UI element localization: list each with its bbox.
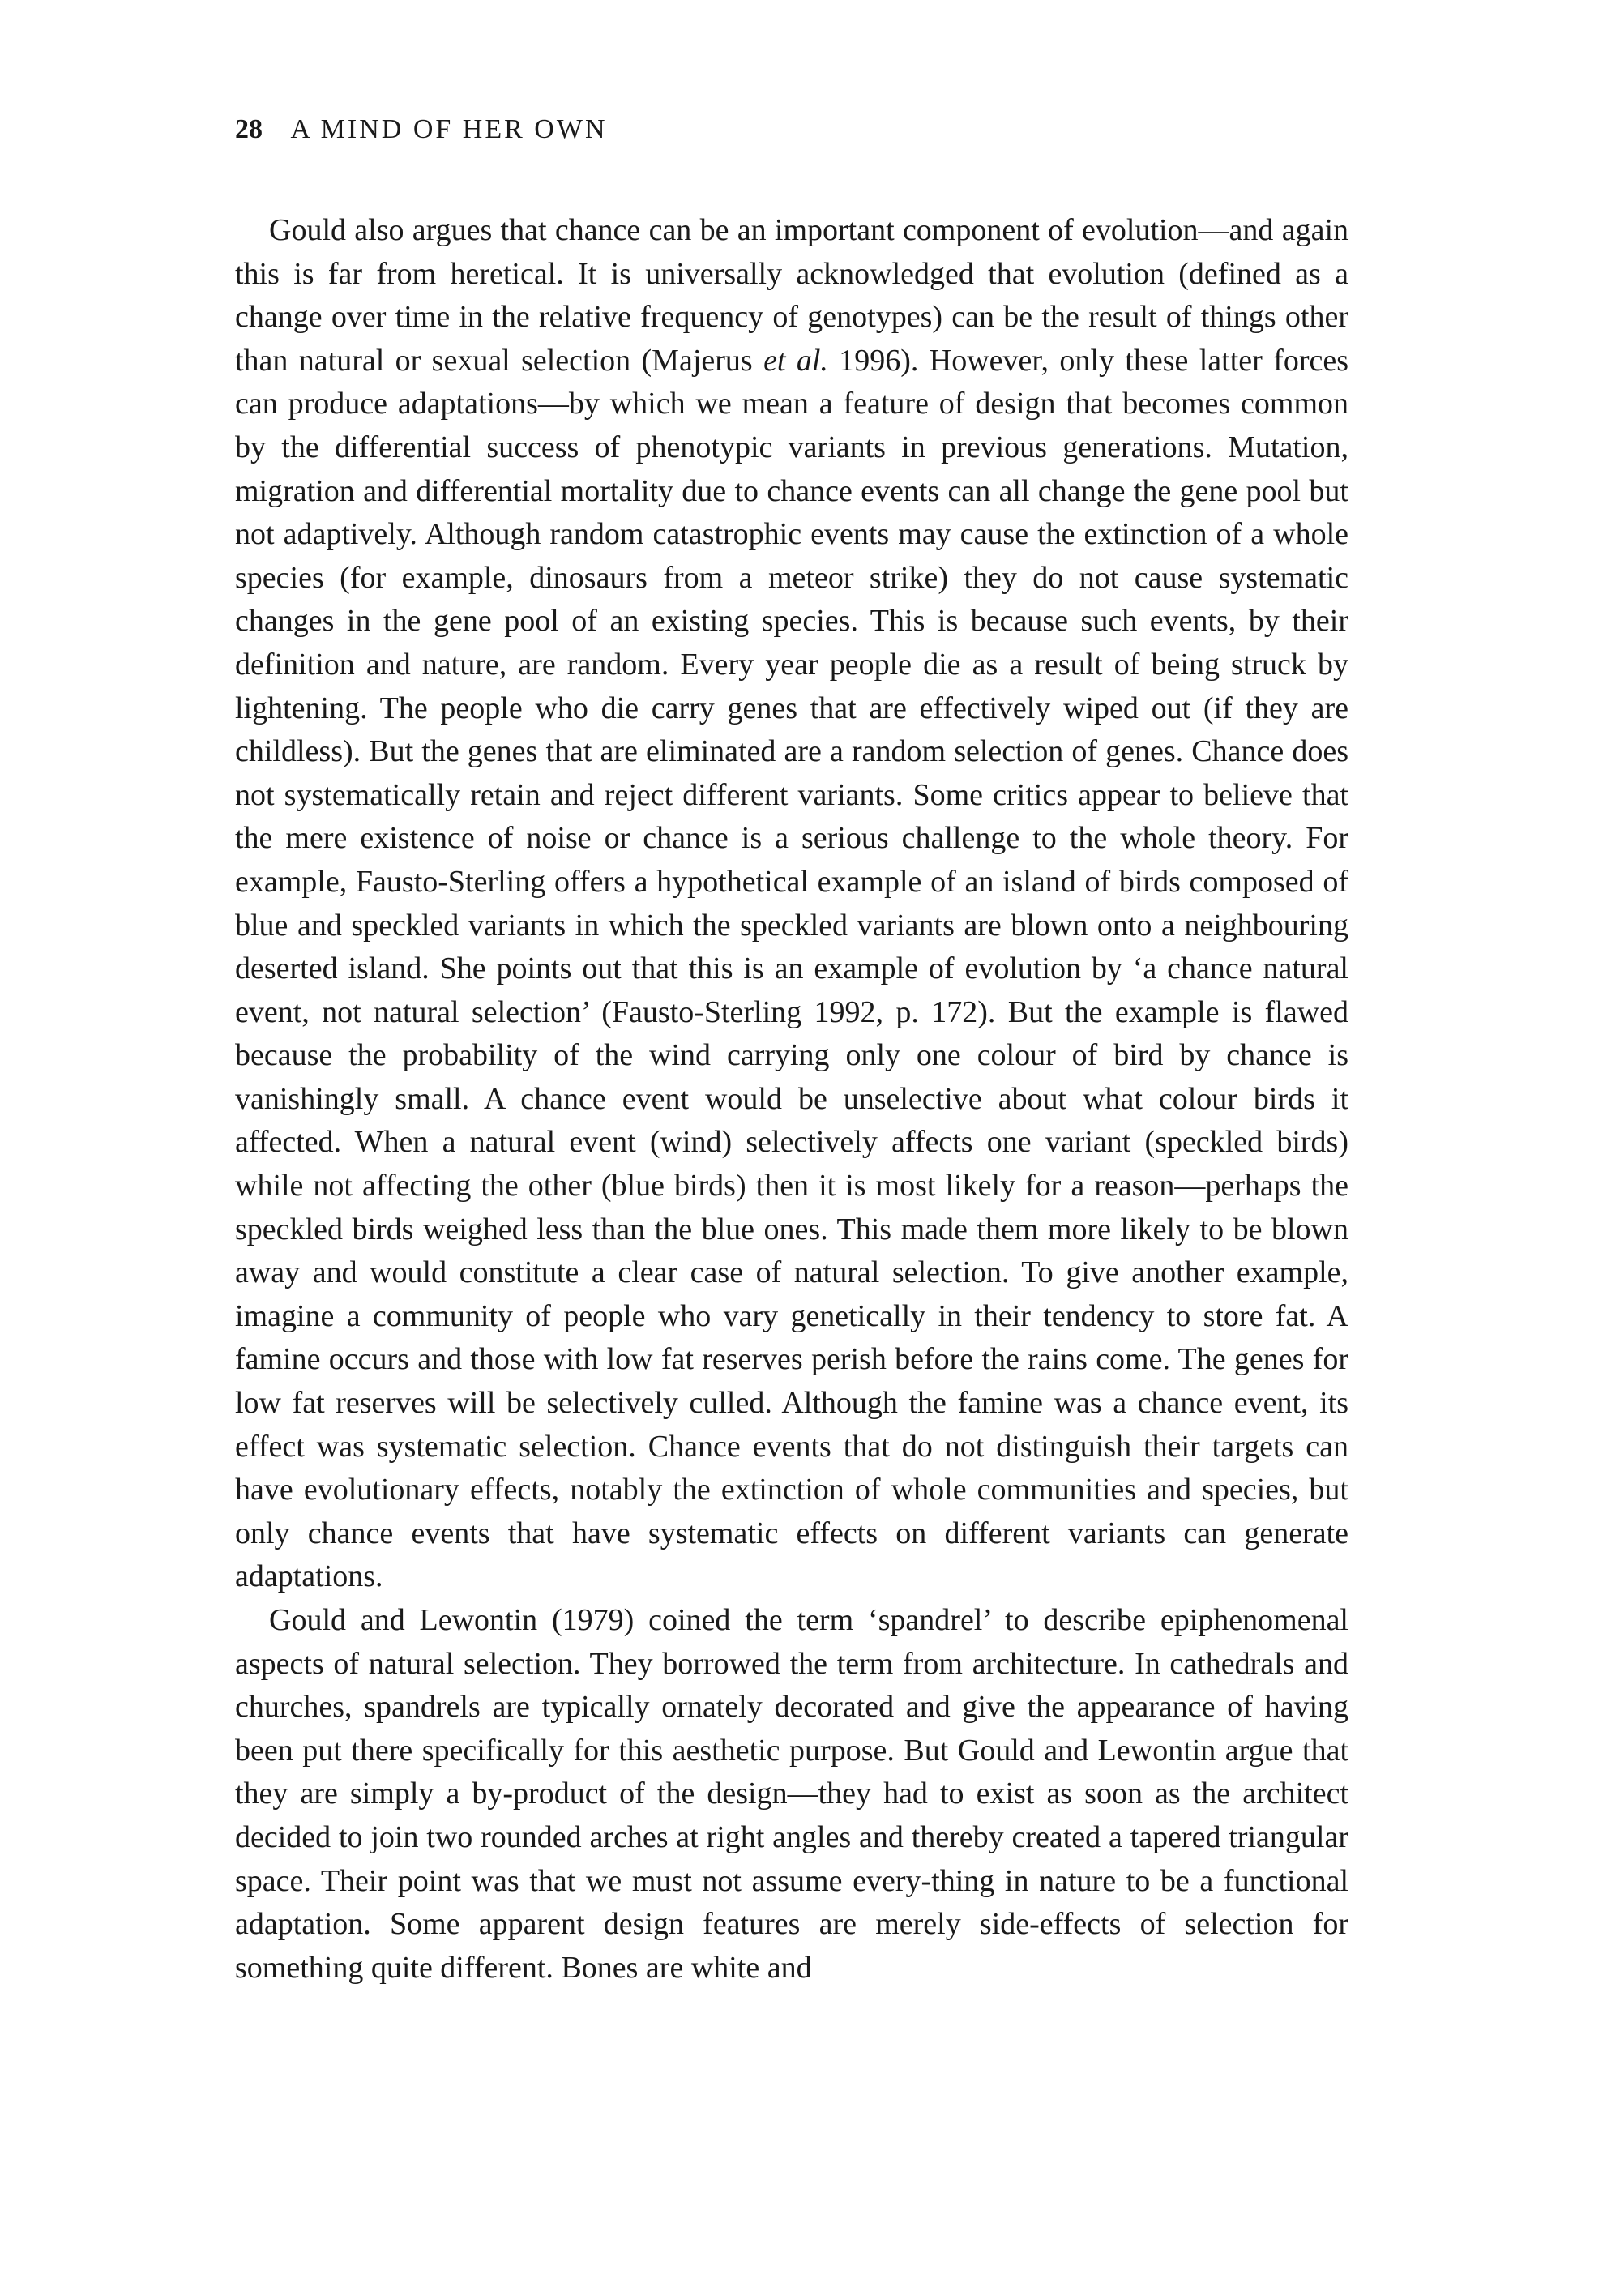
paragraph-2-text: Gould and Lewontin (1979) coined the term ‘spandrel’ to describe epiphenomenal aspects of natural selection. They borrowed the term from architecture. In cathedrals and churches, spandrels are typically ornately decorated and give the appearance of having been put there specifically for this aesthetic purpose. But Gould and Lewontin argue that they are simply a by-product of the design—they had to exist as soon as the architect decided to join two rounded arches at right angles and thereby created a tapered triangular space. Their point was that we must not assume every-thing in nature to be a functional adaptation. Some apparent design features are merely side-effects of selection for something quite different. Bones are white and (235, 1603, 1348, 1985)
paragraph-2 (235, 1599, 1348, 1990)
body-text (235, 209, 1348, 1990)
paragraph-1-text-b: 1996). However, only these latter forces can produce adaptations—by which we mean a feature of design that becomes common by the differential success of phenotypic variants in previous generations. Mutation, migration and differential mortality due to chance events can all change the gene pool but not adaptively. Although random catastrophic events may cause the extinction of a whole species (for example, dinosaurs from a meteor strike) they do not cause systematic changes in the gene pool of an existing species. This is because such events, by their definition and nature, are random. Every year people die as a result of being struck by lightening. The people who die carry genes that are effectively wiped out (if they are childless). But the genes that are eliminated are a random selection of genes. Chance does not systematically retain and reject different variants. Some critics appear to believe that the mere existence of noise or chance is a serious challenge to the whole theory. For example, Fausto-Sterling offers a hypothetical example of an island of birds composed of blue and speckled variants in which the speckled variants are blown onto a neighbouring deserted island. She points out that this is an example of evolution by ‘a chance natural event, not natural selection’ (Fausto-Sterling 1992, p. 172). But the example is flawed because the probability of the wind carrying only one colour of bird by chance is vanishingly small. A chance event would be unselective about what colour birds it affected. When a natural event (wind) selectively affects one variant (speckled birds) while not affecting the other (blue birds) then it is most likely for a reason—perhaps the speckled birds weighed less than the blue ones. This made them more likely to be blown away and would constitute a clear case of natural selection. To give another example, imagine a community of people who vary genetically in their tendency to store fat. A famine occurs and those with low fat reserves perish before the rains come. The genes for low fat reserves will be selectively culled. Although the famine was a chance event, its effect was systematic selection. Chance events that do not distinguish their targets can have evolutionary effects, notably the extinction of whole communities and species, but only chance events that have systematic effects on different variants can generate adaptations. (235, 343, 1348, 1594)
page-number: 28 (235, 114, 263, 144)
paragraph-1-italic-et-al: et al. (763, 343, 828, 378)
paragraph-1-text-a: Gould also argues that chance can be an important component of evolution—and again this is far from heretical. It is universally acknowledged that evolution (defined as a change over time in the relative frequency of genotypes) can be the result of things other than natural or sexual selection (Majerus (235, 213, 1348, 378)
paragraph-1 (235, 209, 1348, 1599)
book-title: A MIND OF HER OWN (290, 114, 608, 144)
running-head (235, 113, 608, 146)
